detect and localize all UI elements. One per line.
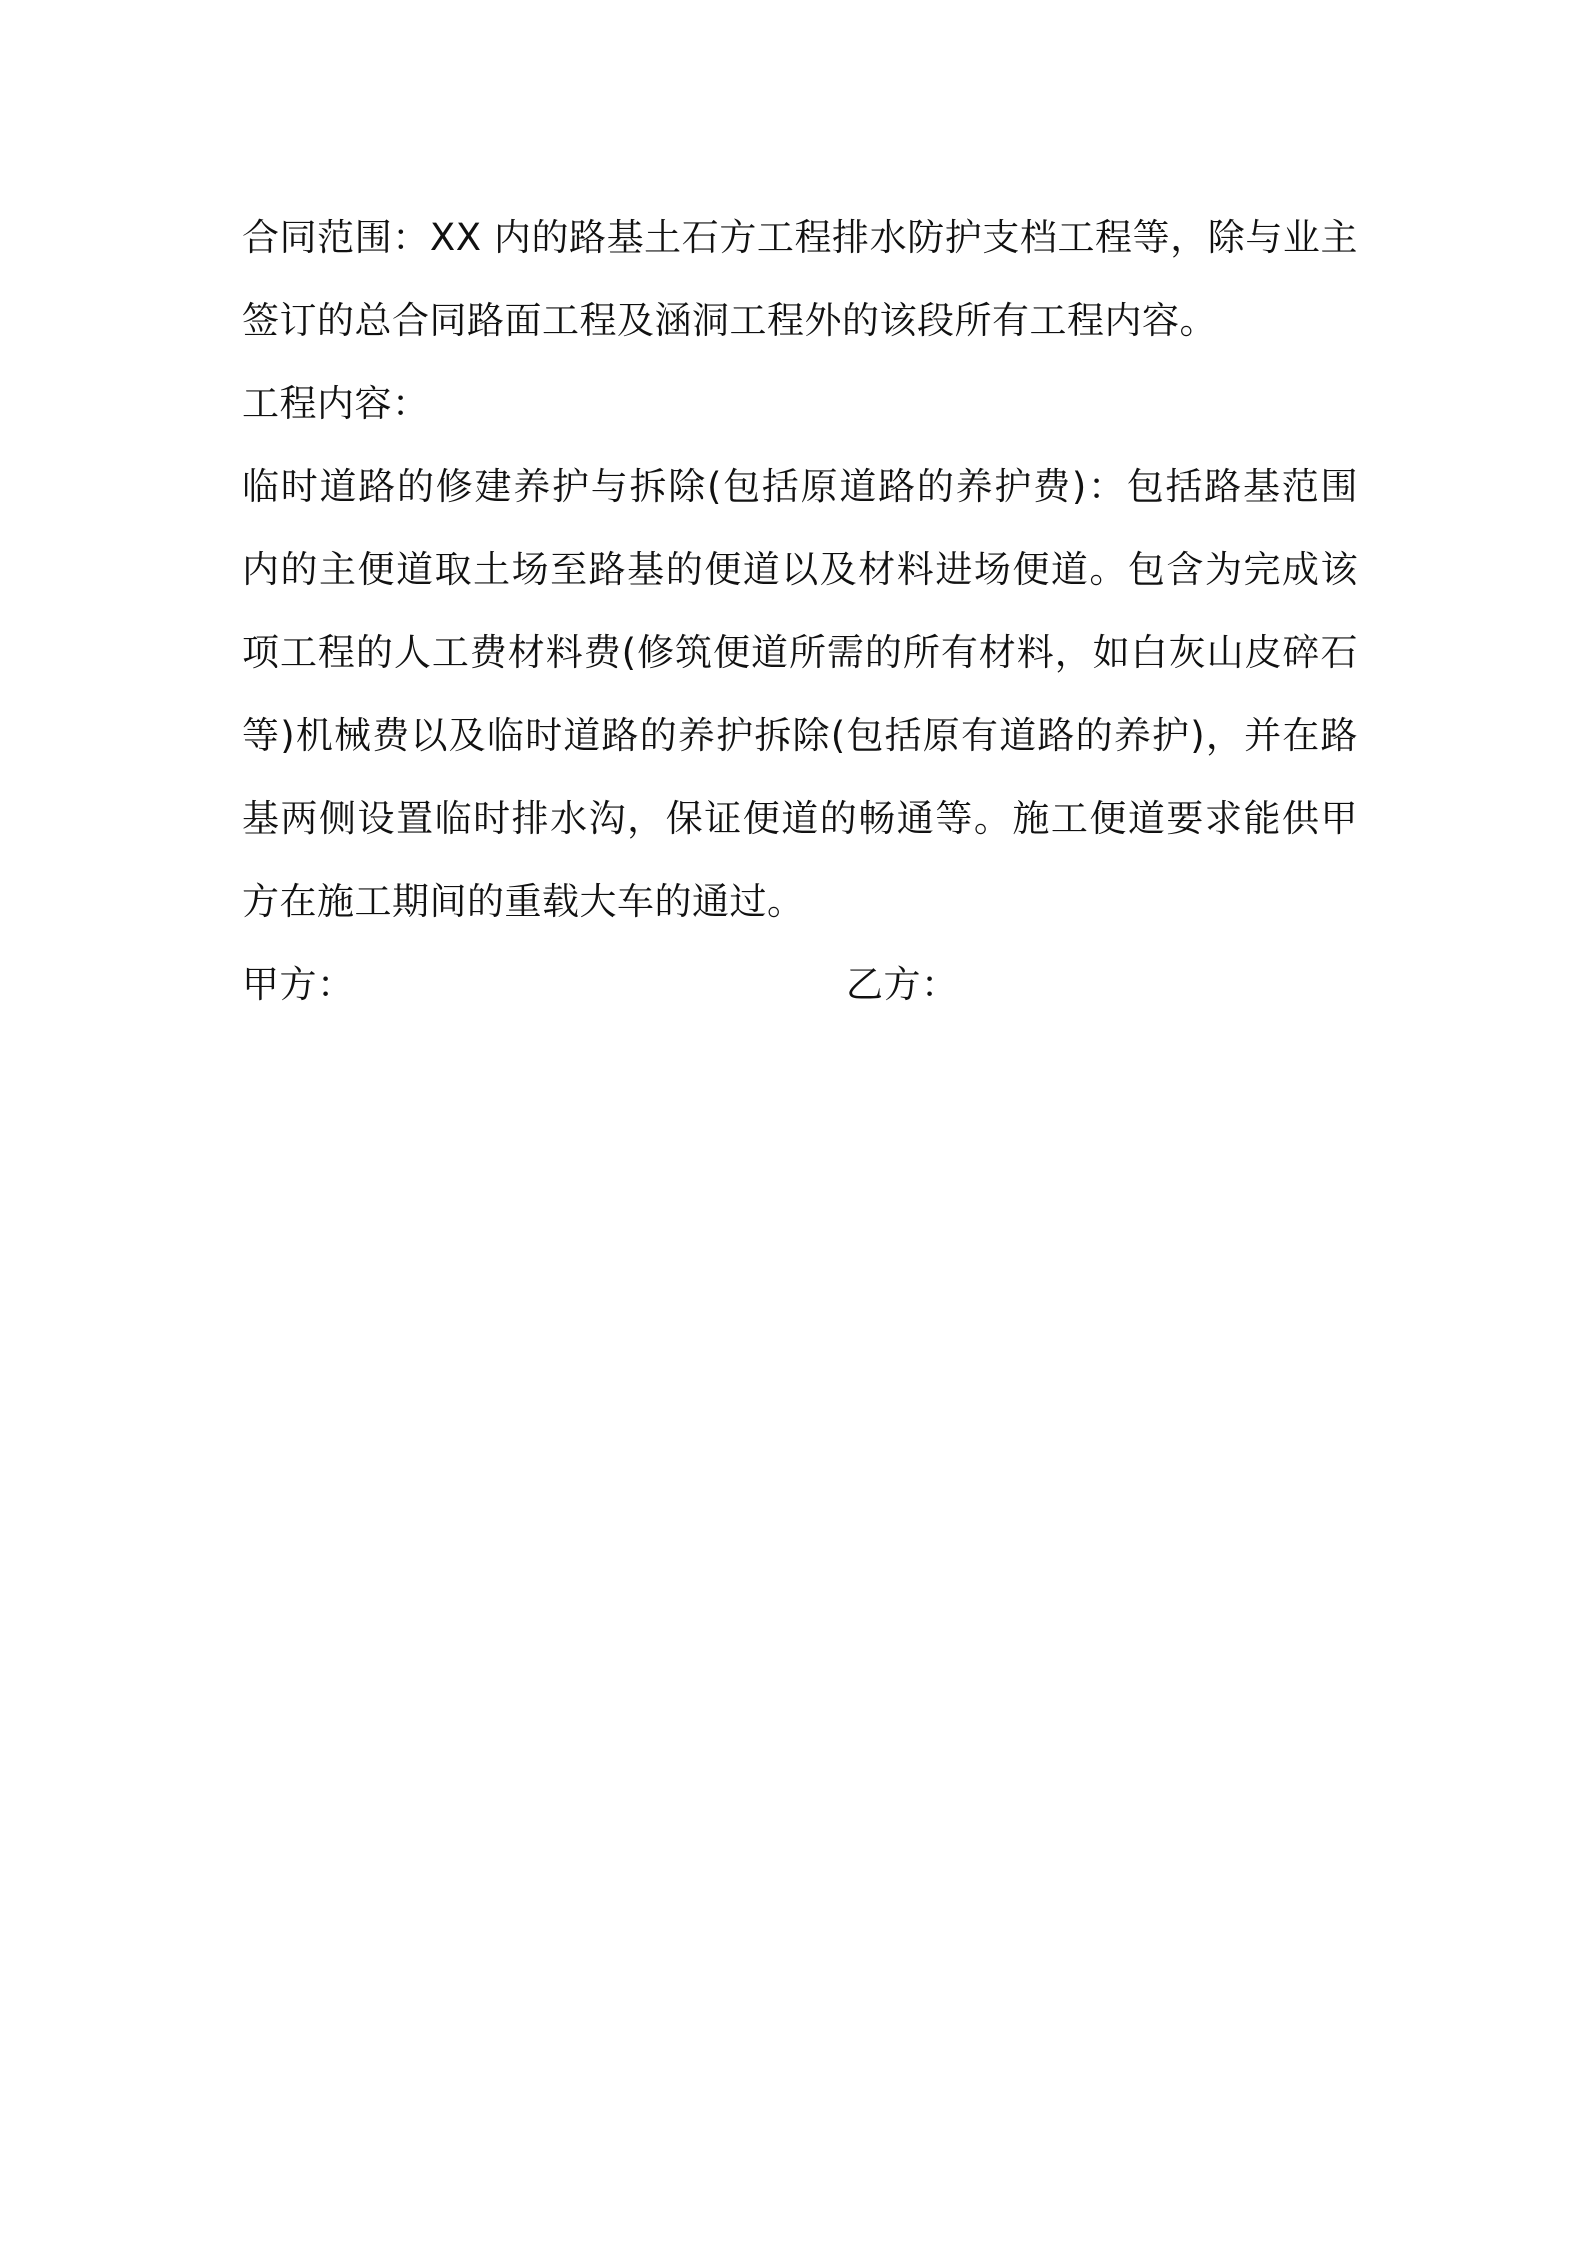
signature-row [242, 943, 1358, 1026]
contract-scope-paragraph: 合同范围：XX 内的路基土石方工程排水防护支档工程等，除与业主签订的总合同路面工程及涵洞工程外的该段所有工程内容。 [242, 216, 1358, 342]
document-body [242, 196, 1358, 1026]
party-a-label: 甲方： [242, 963, 355, 1006]
party-b-label: 乙方： [846, 963, 959, 1006]
work-content-paragraph: 临时道路的修建养护与拆除(包括原道路的养护费)：包括路基范围内的主便道取土场至路基的便道以及材料进场便道。包含为完成该项工程的人工费材料费(修筑便道所需的所有材料，如白灰山皮碎石等)机械费以及临时道路的养护拆除(包括原有道路的养护)，并在路基两侧设置临时排水沟，保证便道的畅通等。施工便道要求能供甲方在施工期间的重载大车的通过。 [242, 465, 1358, 923]
work-content-heading: 工程内容： [242, 382, 430, 425]
